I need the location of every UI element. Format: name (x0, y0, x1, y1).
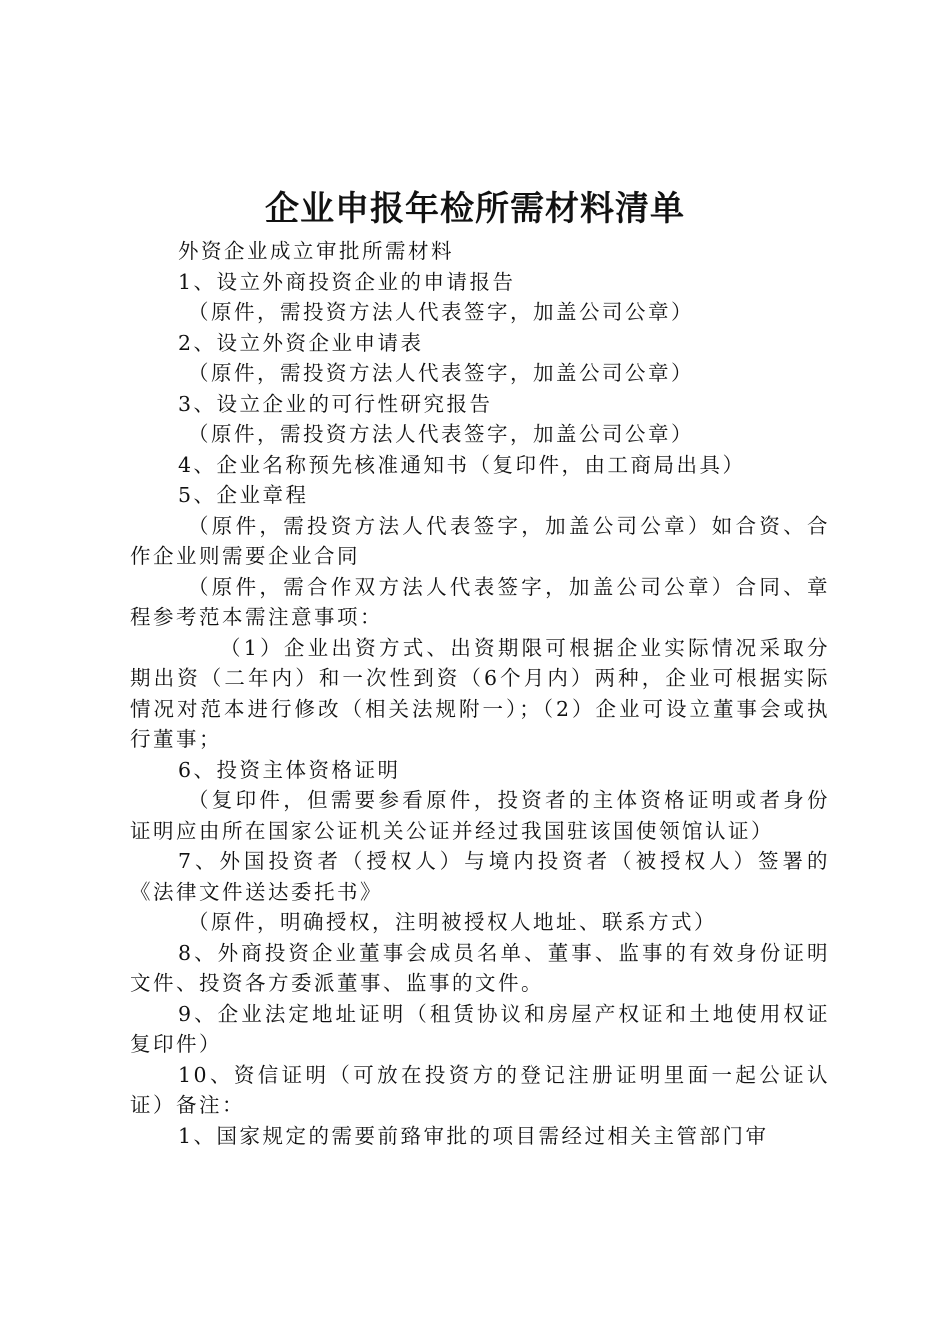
contract-note: （原件，需合作双方法人代表签字，加盖公司公章）合同、章程参考范本需注意事项： (130, 574, 830, 629)
list-item-7: 7、外国投资者（授权人）与境内投资者（被授权人）签署的《法律文件送达委托书》 (130, 849, 830, 904)
document-title: 企业申报年检所需材料清单 (265, 189, 685, 229)
list-item-8: 8、外商投资企业董事会成员名单、董事、监事的有效身份证明文件、投资各方委派董事、监事的文件。 (130, 940, 830, 995)
list-item-6: 6、投资主体资格证明 (178, 757, 401, 782)
list-item-4: 4、企业名称预先核准通知书（复印件，由工商局出具） (178, 452, 746, 477)
list-item-5: 5、企业章程 (178, 483, 309, 507)
list-item-2: 2、设立外资企业申请表 (178, 330, 424, 355)
list-item-2-note: （原件，需投资方法人代表签字，加盖公司公章） (188, 361, 694, 385)
list-item-5-note: （原件，需投资方法人代表签字，加盖公司公章）如合资、合作企业则需要企业合同 (130, 513, 830, 568)
list-item-3: 3、设立企业的可行性研究报告 (178, 391, 493, 416)
remark-item-1: 1、国家规定的需要前臵审批的项目需经过相关主管部门审 (178, 1123, 769, 1148)
document-body (130, 236, 830, 1151)
list-item-9: 9、企业法定地址证明（租赁协议和房屋产权证和土地使用权证复印件） (130, 1001, 830, 1056)
list-item-1-note: （原件，需投资方法人代表签字，加盖公司公章） (188, 300, 694, 324)
list-item-1: 1、设立外商投资企业的申请报告 (178, 269, 516, 294)
section-heading: 外资企业成立审批所需材料 (178, 239, 454, 263)
list-item-6-note: （复印件，但需要参看原件，投资者的主体资格证明或者身份证明应由所在国家公证机关公证并经过我国驻该国使领馆认证） (130, 788, 830, 843)
list-item-10: 10、资信证明（可放在投资方的登记注册证明里面一起公证认证）备注： (130, 1062, 830, 1117)
list-item-7-note: （原件，明确授权，注明被授权人地址、联系方式） (188, 910, 717, 934)
list-item-3-note: （原件，需投资方法人代表签字，加盖公司公章） (188, 422, 694, 446)
contract-notes-detail: （1）企业出资方式、出资期限可根据企业实际情况采取分期出资（二年内）和一次性到资（6个月内）两种，企业可根据实际情况对范本进行修改（相关法规附一）；（2）企业可设立董事会或执行董事； (130, 635, 830, 751)
